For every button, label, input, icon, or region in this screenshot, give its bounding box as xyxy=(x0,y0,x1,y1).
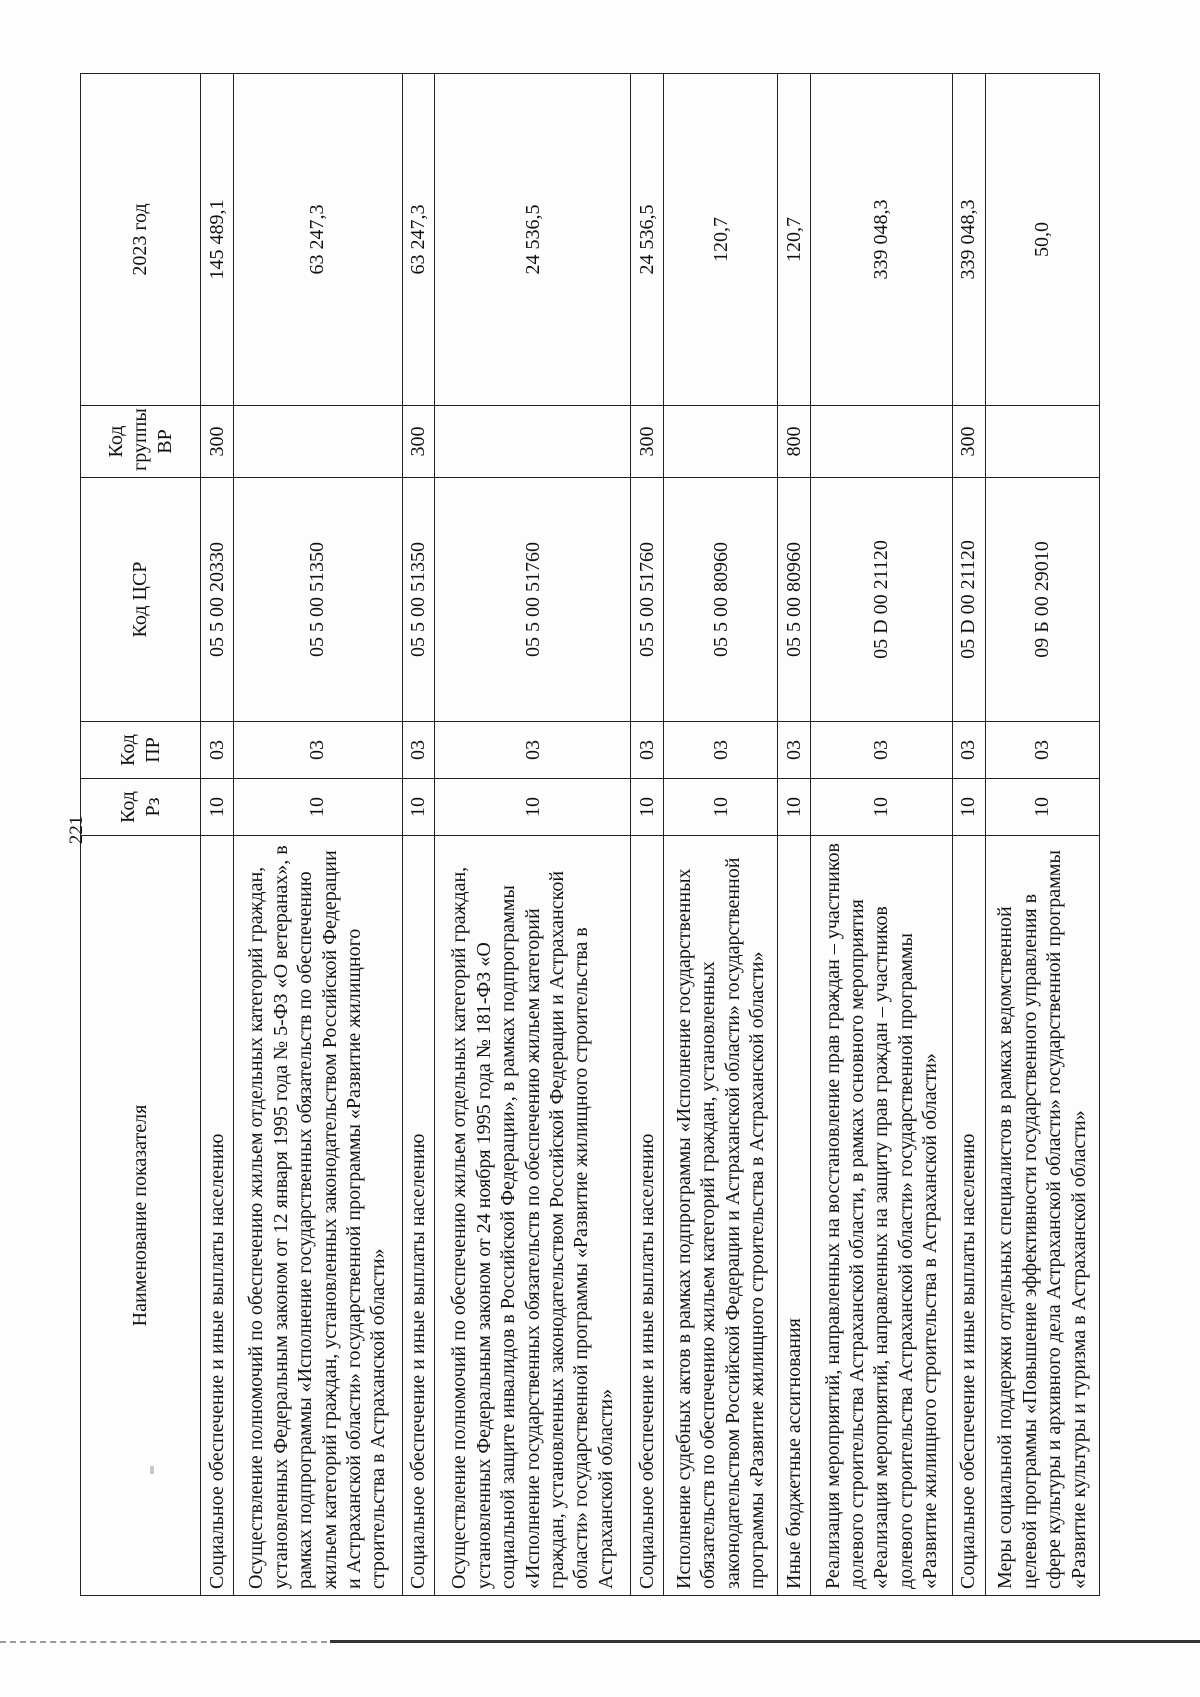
row-rz: 10 xyxy=(952,779,985,836)
page-bottom-rule xyxy=(330,1640,1200,1643)
row-name: Реализация мероприятий, направленных на восстановление прав граждан – участников долевого строительства Астраханской области, в рамках основного мероприятия «Реализация мероприятий, направленных на защиту прав граждан – участников долевого строительства Астраханской области» государственной программы «Развитие жилищного строительства в Астраханской области» xyxy=(811,836,953,1596)
table-row xyxy=(233,74,402,1596)
row-csr: 05 5 00 80960 xyxy=(664,478,778,722)
table-row xyxy=(811,74,953,1596)
header-csr: Код ЦСР xyxy=(81,478,201,722)
row-amount: 120,7 xyxy=(778,74,811,406)
row-amount: 63 247,3 xyxy=(233,74,402,406)
row-pr: 03 xyxy=(631,722,664,779)
row-pr: 03 xyxy=(201,722,234,779)
row-vr xyxy=(664,406,778,478)
row-pr: 03 xyxy=(985,722,1099,779)
row-vr xyxy=(985,406,1099,478)
row-amount: 63 247,3 xyxy=(402,74,435,406)
row-name: Социальное обеспечение и иные выплаты населению xyxy=(402,836,435,1596)
row-amount: 24 536,5 xyxy=(435,74,631,406)
row-name: Осуществление полномочий по обеспечению жильем отдельных категорий граждан, установленных Федеральным законом от 12 января 1995 года № 5-ФЗ «О ветеранах», в рамках подпрограммы «Исполнение государственных обязательств по обеспечению жильем категорий граждан, установленных законодательством Российской Федерации и Астраханской области» государственной программы «Развитие жилищного строительства в Астраханской области» xyxy=(233,836,402,1596)
row-name: Социальное обеспечение и иные выплаты населению xyxy=(201,836,234,1596)
table-row xyxy=(778,74,811,1596)
row-csr: 09 Б 00 29010 xyxy=(985,478,1099,722)
row-pr: 03 xyxy=(435,722,631,779)
row-rz: 10 xyxy=(402,779,435,836)
row-pr: 03 xyxy=(402,722,435,779)
row-vr: 300 xyxy=(952,406,985,478)
row-csr: 05 5 00 51350 xyxy=(233,478,402,722)
row-pr: 03 xyxy=(952,722,985,779)
header-pr: Код ПР xyxy=(81,722,201,779)
row-name: Меры социальной поддержки отдельных специалистов в рамках ведомственной целевой программы «Повышение эффективности государственного управления в сфере культуры и архивного дела Астраханской области» государственной программы «Развитие культуры и туризма в Астраханской области» xyxy=(985,836,1099,1596)
row-csr: 05 5 00 20330 xyxy=(201,478,234,722)
page-number: 221 xyxy=(66,815,87,845)
row-vr: 300 xyxy=(631,406,664,478)
row-rz: 10 xyxy=(201,779,234,836)
table-row xyxy=(402,74,435,1596)
row-vr xyxy=(435,406,631,478)
row-amount: 120,7 xyxy=(664,74,778,406)
row-rz: 10 xyxy=(985,779,1099,836)
row-name: Социальное обеспечение и иные выплаты населению xyxy=(631,836,664,1596)
row-csr: 05 5 00 51760 xyxy=(631,478,664,722)
row-amount: 24 536,5 xyxy=(631,74,664,406)
row-rz: 10 xyxy=(233,779,402,836)
table-row xyxy=(435,74,631,1596)
row-rz: 10 xyxy=(435,779,631,836)
rotated-landscape-content xyxy=(0,78,1200,1600)
row-pr: 03 xyxy=(664,722,778,779)
row-pr: 03 xyxy=(811,722,953,779)
row-name: Иные бюджетные ассигнования xyxy=(778,836,811,1596)
table-row xyxy=(201,74,234,1596)
row-amount: 145 489,1 xyxy=(201,74,234,406)
scan-artifact xyxy=(150,1466,154,1474)
row-vr: 800 xyxy=(778,406,811,478)
row-vr: 300 xyxy=(201,406,234,478)
header-name: Наименование показателя xyxy=(81,836,201,1596)
row-rz: 10 xyxy=(778,779,811,836)
row-rz: 10 xyxy=(664,779,778,836)
row-pr: 03 xyxy=(778,722,811,779)
row-rz: 10 xyxy=(811,779,953,836)
row-pr: 03 xyxy=(233,722,402,779)
row-csr: 05 5 00 80960 xyxy=(778,478,811,722)
row-csr: 05 5 00 51760 xyxy=(435,478,631,722)
row-amount: 339 048,3 xyxy=(952,74,985,406)
row-csr: 05 D 00 21120 xyxy=(811,478,953,722)
row-vr xyxy=(233,406,402,478)
row-name: Социальное обеспечение и иные выплаты населению xyxy=(952,836,985,1596)
budget-allocation-table xyxy=(80,73,1100,1596)
header-vr: Код группы ВР xyxy=(81,406,201,478)
table-row xyxy=(631,74,664,1596)
table-header-row xyxy=(81,74,201,1596)
table-row xyxy=(985,74,1099,1596)
row-vr xyxy=(811,406,953,478)
row-csr: 05 D 00 21120 xyxy=(952,478,985,722)
row-amount: 339 048,3 xyxy=(811,74,953,406)
row-rz: 10 xyxy=(631,779,664,836)
row-amount: 50,0 xyxy=(985,74,1099,406)
row-csr: 05 5 00 51350 xyxy=(402,478,435,722)
header-rz: Код Рз xyxy=(81,779,201,836)
header-year: 2023 год xyxy=(81,74,201,406)
table-row xyxy=(664,74,778,1596)
table-row xyxy=(952,74,985,1596)
row-vr: 300 xyxy=(402,406,435,478)
row-name: Осуществление полномочий по обеспечению жильем отдельных категорий граждан, установленных Федеральным законом от 24 ноября 1995 года № 181-ФЗ «О социальной защите инвалидов в Российской Федерации», в рамках подпрограммы «Исполнение государственных обязательств по обеспечению жильем категорий граждан, установленных законодательством Российской Федерации и Астраханской области» государственной программы «Развитие жилищного строительства в Астраханской области» xyxy=(435,836,631,1596)
row-name: Исполнение судебных актов в рамках подпрограммы «Исполнение государственных обязательств по обеспечению жильем категорий граждан, установленных законодательством Российской Федерации и Астраханской области» государственной программы «Развитие жилищного строительства в Астраханской области» xyxy=(664,836,778,1596)
